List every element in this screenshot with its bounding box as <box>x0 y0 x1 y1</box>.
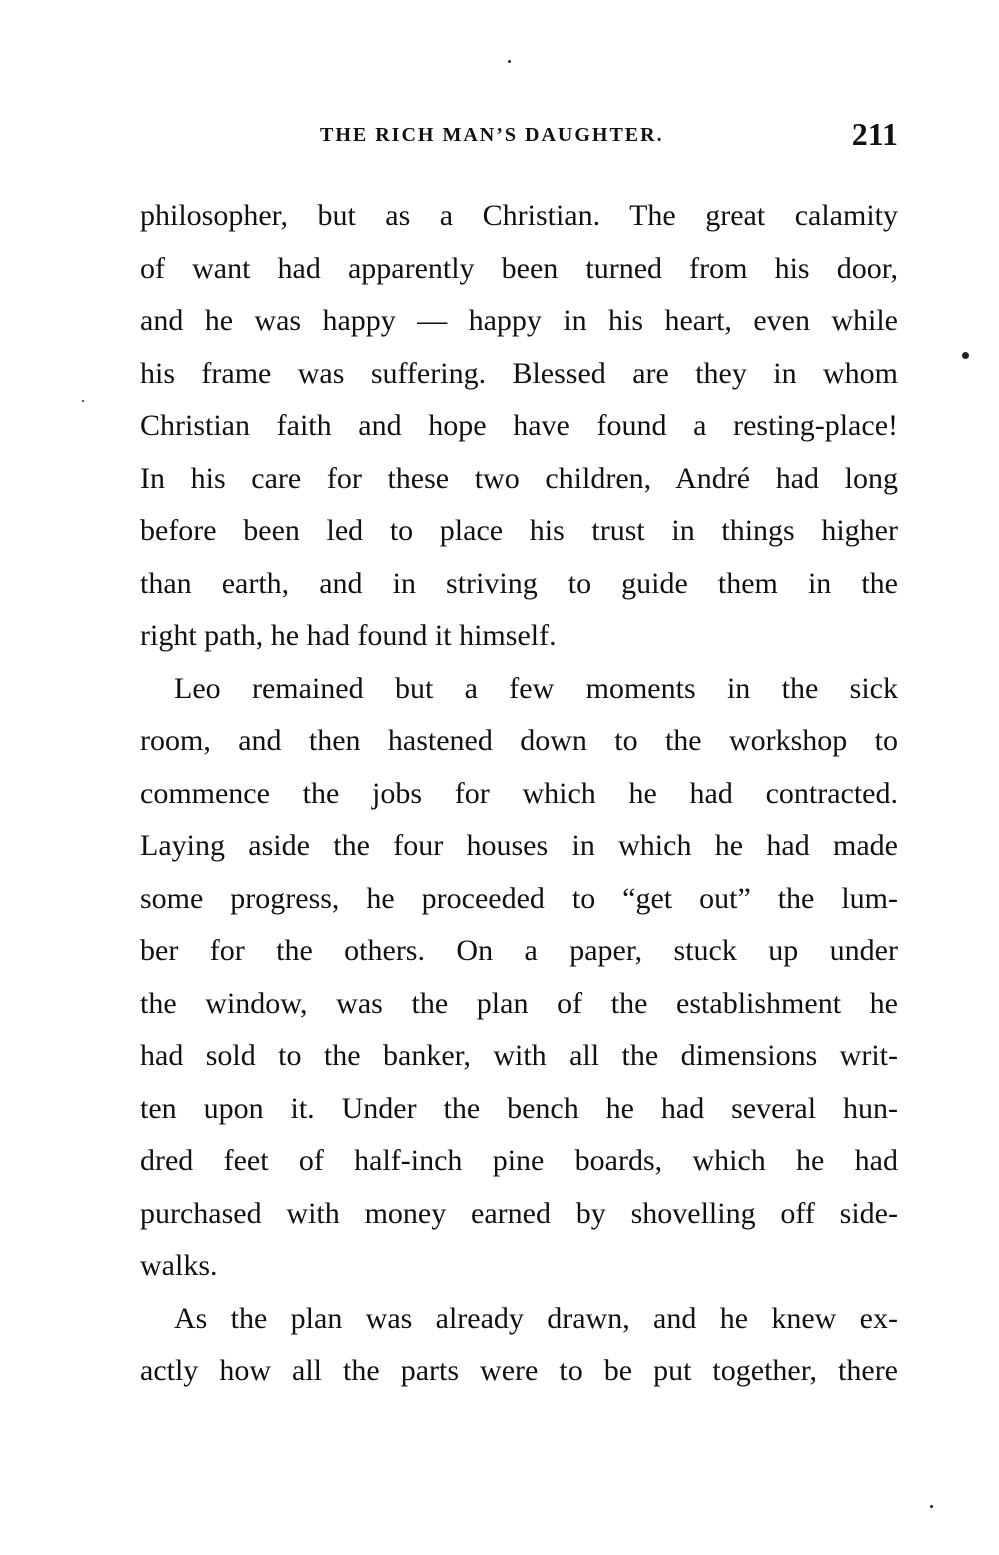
text-line: than earth, and in striving to guide them in the <box>140 566 898 600</box>
text-line: philosopher, but as a Christian. The great calamity <box>140 199 898 232</box>
scan-speck <box>508 60 511 63</box>
text-line: his frame was suffering. Blessed are they in whom <box>140 356 898 390</box>
text-line: ber for the others. On a paper, stuck up under <box>140 934 898 967</box>
scan-speck <box>930 1505 933 1508</box>
text-line: the window, was the plan of the establishment he <box>140 986 898 1020</box>
paragraph-1 <box>140 190 898 663</box>
text-line: purchased with money earned by shovelling off side- <box>140 1196 898 1230</box>
text-line: As the plan was already drawn, and he knew ex- <box>174 1301 898 1335</box>
text-line: had sold to the banker, with all the dimensions writ- <box>140 1039 898 1072</box>
page-number: 211 <box>851 116 898 152</box>
text-line: of want had apparently been turned from his door, <box>140 251 898 285</box>
text-line: In his care for these two children, André had long <box>140 461 898 495</box>
text-line: commence the jobs for which he had contracted. <box>140 776 898 810</box>
text-line: walks. <box>140 1249 218 1282</box>
scan-speck <box>962 352 969 359</box>
text-line: ten upon it. Under the bench he had several hun- <box>140 1091 898 1125</box>
running-head: THE RICH MAN’S DAUGHTER. <box>320 124 664 146</box>
page-header <box>140 116 898 156</box>
text-line: before been led to place his trust in things higher <box>140 514 898 547</box>
text-line: right path, he had found it himself. <box>140 619 557 652</box>
text-line: dred feet of half-inch pine boards, which he had <box>140 1144 898 1177</box>
paragraph-3 <box>140 1293 898 1398</box>
text-line: Leo remained but a few moments in the sick <box>174 671 898 705</box>
body-text <box>140 190 898 1398</box>
scan-speck <box>82 400 84 402</box>
text-line: room, and then hastened down to the workshop to <box>140 724 898 757</box>
text-line: Laying aside the four houses in which he had made <box>140 829 898 862</box>
text-line: Christian faith and hope have found a resting-place! <box>140 409 898 442</box>
text-line: actly how all the parts were to be put together, there <box>140 1354 898 1387</box>
text-line: some progress, he proceeded to “get out” the lum- <box>140 881 898 915</box>
text-line: and he was happy — happy in his heart, even while <box>140 304 898 337</box>
paragraph-2 <box>140 663 898 1293</box>
